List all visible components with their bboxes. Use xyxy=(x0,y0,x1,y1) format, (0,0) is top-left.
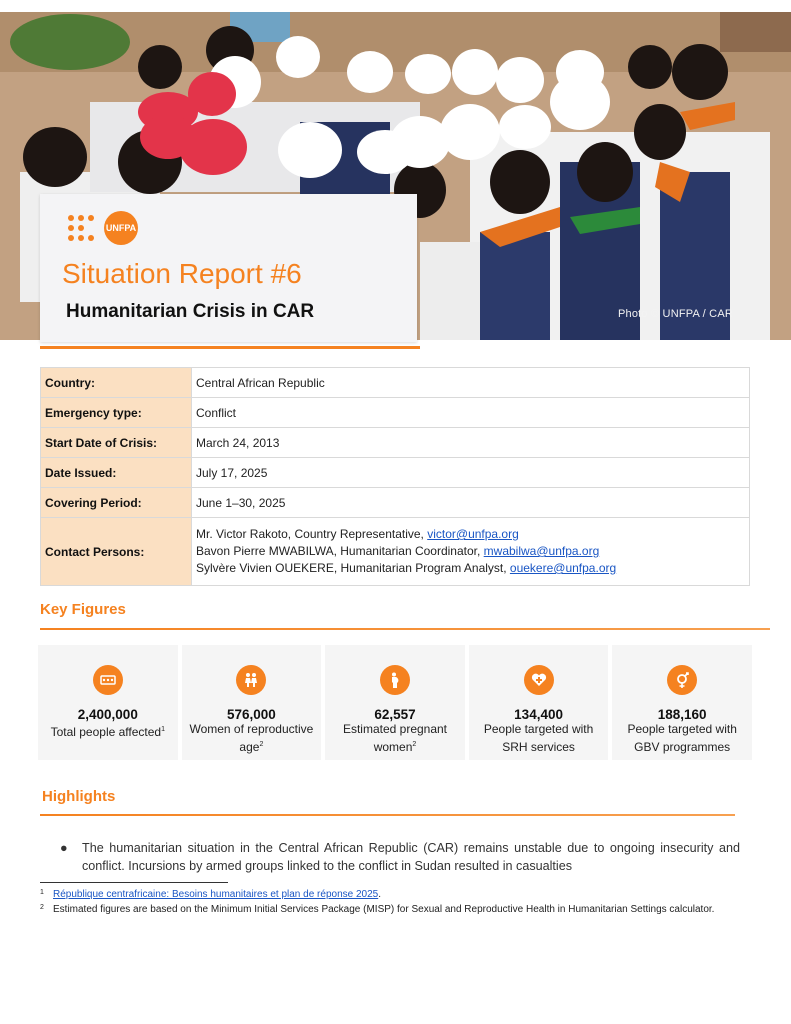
key-figures-rule xyxy=(40,628,770,630)
key-figure-value: 576,000 xyxy=(226,707,276,722)
contact-email-link[interactable]: mwabilwa@unfpa.org xyxy=(483,544,600,558)
footnote-number: 1 xyxy=(40,889,44,896)
country-value: Central African Republic xyxy=(192,368,750,398)
key-figure-card xyxy=(612,645,752,760)
pregnant-woman-icon xyxy=(380,665,410,695)
key-figure-label: Total people affected$^1$ xyxy=(50,725,166,739)
key-figure-value: 134,400 xyxy=(514,707,563,722)
gender-symbol-icon xyxy=(667,665,697,695)
date-issued-value: July 17, 2025 xyxy=(192,458,750,488)
country-label: Country: xyxy=(41,368,192,398)
contacts-value xyxy=(192,518,750,586)
women-icon xyxy=(236,665,266,695)
table-row xyxy=(41,398,750,428)
covering-period-label: Covering Period: xyxy=(41,488,192,518)
unfpa-logo xyxy=(66,211,138,245)
key-figure-value: 2,400,000 xyxy=(77,707,138,722)
emergency-type-label: Emergency type: xyxy=(41,398,192,428)
key-figure-card xyxy=(38,645,178,760)
title-card xyxy=(40,194,417,342)
title-underline xyxy=(40,346,420,349)
contact-text: Mr. Victor Rakoto, Country Representative, xyxy=(196,527,428,541)
footnote-divider xyxy=(40,882,228,883)
bullet-icon: ● xyxy=(60,841,68,855)
footnote-number: 2 xyxy=(40,904,44,911)
start-date-value: March 24, 2013 xyxy=(192,428,750,458)
report-title: Situation Report #6 xyxy=(62,258,302,289)
footnote xyxy=(40,888,740,902)
key-figure-value: 62,557 xyxy=(374,707,416,722)
key-figure-card xyxy=(325,645,465,760)
photo-credit: Photo © UNFPA / CAR xyxy=(617,308,733,320)
contact-email-link[interactable]: victor@unfpa.org xyxy=(427,527,519,541)
contact-text: Bavon Pierre MWABILWA, Humanitarian Coordinator, xyxy=(196,544,484,558)
key-figure-value: 188,160 xyxy=(657,707,707,722)
key-figure-card xyxy=(469,645,609,760)
key-figures-row xyxy=(38,645,752,760)
highlight-text: The humanitarian situation in the Central African Republic (CAR) remains unstable due to ongoing insecurity and conflict. Incursions by armed groups linked to the conflict in Sudan resulted in casualties xyxy=(82,841,740,873)
contact-email-link[interactable]: ouekere@unfpa.org xyxy=(509,561,617,575)
logo-wordmark: UNFPA xyxy=(104,211,138,245)
contact-line xyxy=(196,560,745,577)
emergency-type-value: Conflict xyxy=(192,398,750,428)
covering-period-value: June 1–30, 2025 xyxy=(192,488,750,518)
table-row xyxy=(41,458,750,488)
report-subtitle: Humanitarian Crisis in CAR xyxy=(66,301,315,322)
contact-text: Sylvère Vivien OUEKERE, Humanitarian Program Analyst, xyxy=(196,561,510,575)
key-figure-label: People targeted with SRH services xyxy=(483,722,594,754)
highlights-heading: Highlights xyxy=(42,788,116,805)
key-figure-label: Estimated pregnant women$^2$ xyxy=(342,722,448,754)
footnote-text: Estimated figures are based on the Minimum Initial Services Package (MISP) for Sexual and Reproductive Health in Humanitarian Settings calculator. xyxy=(53,904,715,915)
footnote-text: . xyxy=(378,889,381,900)
people-group-icon xyxy=(93,665,123,695)
table-row xyxy=(41,368,750,398)
info-table xyxy=(40,367,750,586)
key-figure-card xyxy=(182,645,322,760)
contact-line xyxy=(196,543,745,560)
contact-line xyxy=(196,526,745,543)
contacts-label: Contact Persons: xyxy=(41,518,192,586)
footnotes xyxy=(40,888,740,918)
date-issued-label: Date Issued: xyxy=(41,458,192,488)
logo-dots-icon xyxy=(66,213,100,243)
highlight-bullet xyxy=(60,839,740,875)
table-row xyxy=(41,428,750,458)
footnote xyxy=(40,903,740,917)
start-date-label: Start Date of Crisis: xyxy=(41,428,192,458)
table-row xyxy=(41,488,750,518)
table-row xyxy=(41,518,750,586)
footnote-link[interactable]: République centrafricaine: Besoins humanitaires et plan de réponse 2025 xyxy=(53,889,379,900)
key-figure-label: People targeted with GBV programmes xyxy=(627,722,737,754)
heart-plus-icon xyxy=(524,665,554,695)
highlights-rule xyxy=(40,814,735,816)
key-figure-label: Women of reproductive age$^2$ xyxy=(189,722,314,754)
key-figures-heading: Key Figures xyxy=(40,601,126,618)
